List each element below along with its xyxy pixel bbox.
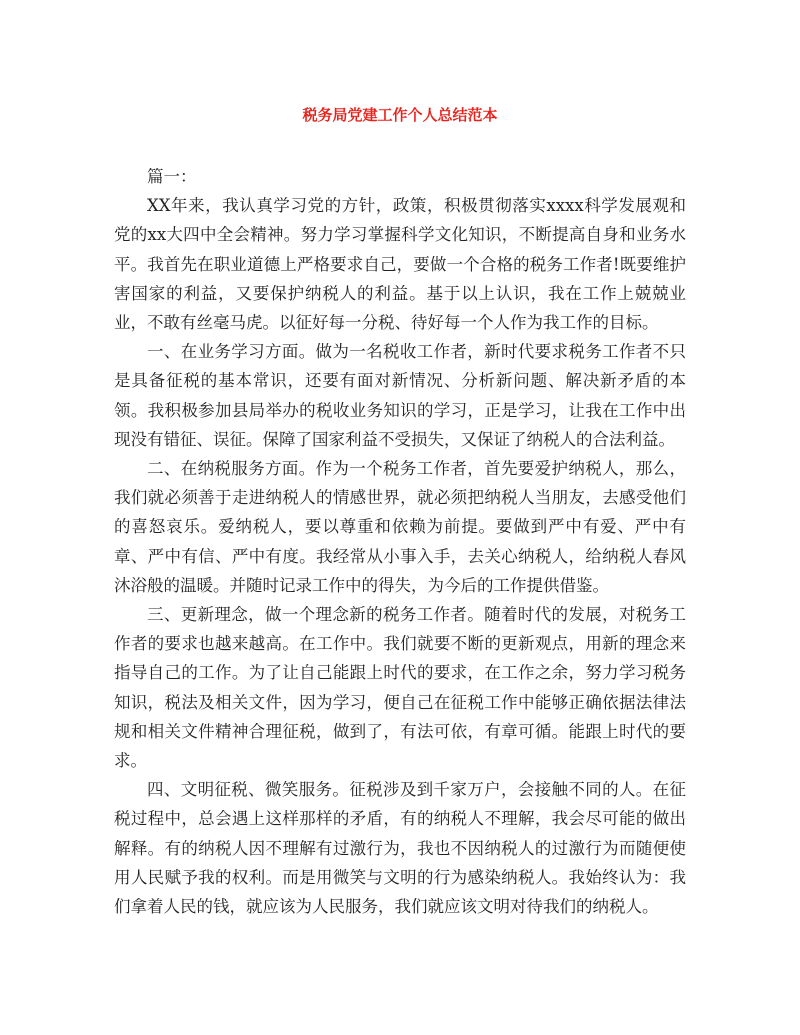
document-body [114,162,686,921]
paragraph-taxpayer-service: 二、在纳税服务方面。作为一个税务工作者，首先要爱护纳税人，那么，我们就必须善于走进纳税人的情感世界，就必须把纳税人当朋友，去感受他们的喜怒哀乐。爱纳税人，要以尊重和依赖为前提。要做到严中有爱、严中有章、严中有信、严中有度。我经常从小事入手，去关心纳税人，给纳税人春风沐浴般的温暖。并随时记录工作中的得失，为今后的工作提供借鉴。 [114,459,686,595]
document-title: 税务局党建工作个人总结范本 [302,106,498,124]
paragraph-civilized-collection: 四、文明征税、微笑服务。征税涉及到千家万户，会接触不同的人。在征税过程中，总会遇上这样那样的矛盾，有的纳税人不理解，我会尽可能的做出解释。有的纳税人因不理解有过激行为，我也不因纳税人的过激行为而随便使用人民赋予我的权利。而是用微笑与文明的行为感染纳税人。我始终认为：我们拿着人民的钱，就应该为人民服务，我们就应该文明对待我们的纳税人。 [114,780,686,917]
paragraph-business-study: 一、在业务学习方面。做为一名税收工作者，新时代要求税务工作者不只是具备征税的基本常识，还要有面对新情况、分析新问题、解决新矛盾的本领。我积极参加县局举办的税收业务知识的学习，正是学习，让我在工作中出现没有错征、误征。保障了国家利益不受损失，又保证了纳税人的合法利益。 [114,342,686,449]
paragraph-intro: XX年来，我认真学习党的方针，政策，积极贯彻落实xxxx科学发展观和党的xx大四中全会精神。努力学习掌握科学文化知识，不断提高自身和业务水平。我首先在职业道德上严格要求自己，要做一个合格的税务工作者!既要维护害国家的利益，又要保护纳税人的利益。基于以上认识，我在工作上兢兢业业，不敢有丝毫马虎。以征好每一分税、待好每一个人作为我工作的目标。 [114,196,686,333]
paragraph-section-label: 篇一： [147,167,197,186]
paragraph-update-concepts: 三、更新理念，做一个理念新的税务工作者。随着时代的发展，对税务工作者的要求也越来越高。在工作中。我们就要不断的更新观点，用新的理念来指导自己的工作。为了让自己能跟上时代的要求，在工作之余，努力学习税务知识，税法及相关文件，因为学习，便自己在征税工作中能够正确依据法律法规和相关文件精神合理征税，做到了，有法可依，有章可循。能跟上时代的要求。 [114,605,686,771]
